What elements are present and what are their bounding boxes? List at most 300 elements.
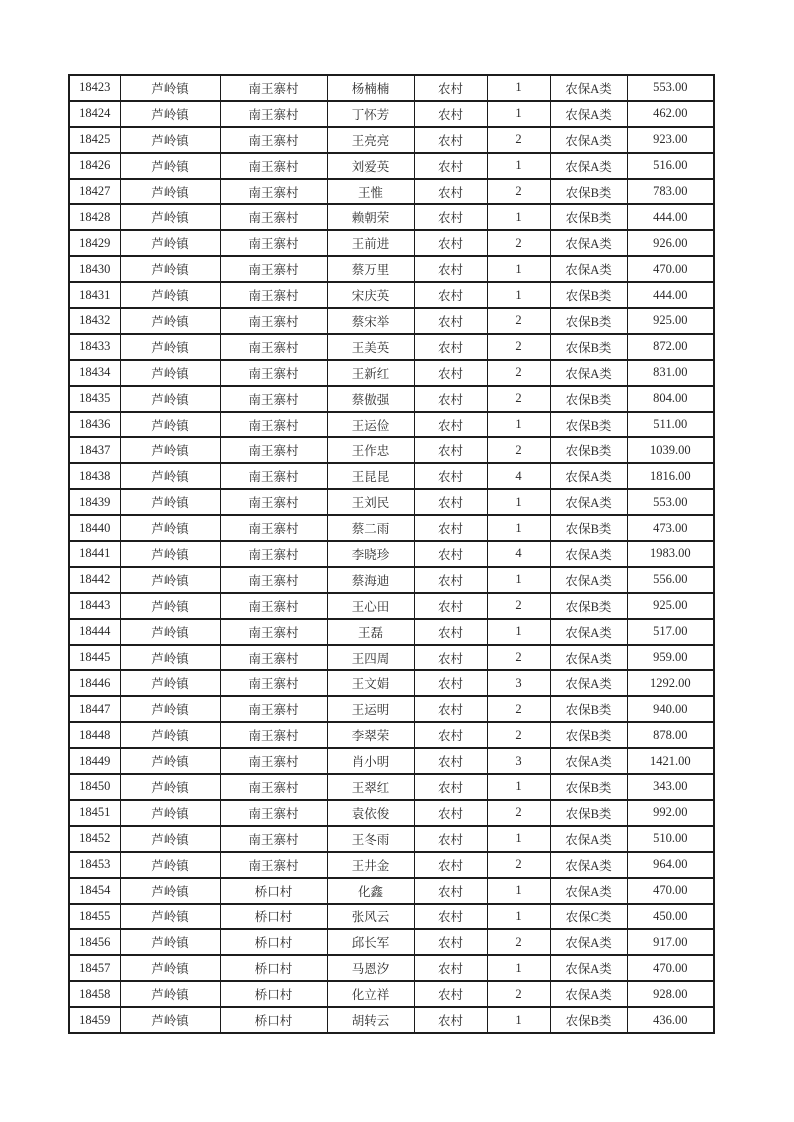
- cell-person-name: 蔡万里: [327, 256, 414, 282]
- cell-serial-number: 18445: [69, 645, 120, 671]
- cell-person-count: 1: [487, 204, 550, 230]
- cell-town: 芦岭镇: [120, 929, 220, 955]
- table-row: [69, 696, 714, 722]
- cell-insurance-category: 农保A类: [550, 256, 627, 282]
- table-row: [69, 826, 714, 852]
- cell-village: 南王寨村: [220, 463, 327, 489]
- cell-person-count: 2: [487, 360, 550, 386]
- cell-person-name: 肖小明: [327, 748, 414, 774]
- cell-amount: 992.00: [627, 800, 714, 826]
- cell-town: 芦岭镇: [120, 204, 220, 230]
- cell-person-name: 蔡二雨: [327, 515, 414, 541]
- table-row: [69, 593, 714, 619]
- cell-amount: 964.00: [627, 852, 714, 878]
- cell-insurance-category: 农保A类: [550, 75, 627, 101]
- cell-person-count: 2: [487, 593, 550, 619]
- cell-amount: 1292.00: [627, 670, 714, 696]
- cell-serial-number: 18440: [69, 515, 120, 541]
- cell-village: 南王寨村: [220, 412, 327, 438]
- cell-town: 芦岭镇: [120, 153, 220, 179]
- cell-person-name: 马恩汐: [327, 955, 414, 981]
- cell-serial-number: 18425: [69, 127, 120, 153]
- table-row: [69, 256, 714, 282]
- table-row: [69, 230, 714, 256]
- cell-town: 芦岭镇: [120, 878, 220, 904]
- cell-town: 芦岭镇: [120, 955, 220, 981]
- cell-serial-number: 18433: [69, 334, 120, 360]
- cell-residence-type: 农村: [414, 904, 487, 930]
- cell-residence-type: 农村: [414, 230, 487, 256]
- cell-insurance-category: 农保B类: [550, 722, 627, 748]
- cell-insurance-category: 农保A类: [550, 541, 627, 567]
- table-row: [69, 204, 714, 230]
- cell-insurance-category: 农保A类: [550, 955, 627, 981]
- cell-village: 南王寨村: [220, 774, 327, 800]
- cell-village: 桥口村: [220, 878, 327, 904]
- cell-residence-type: 农村: [414, 204, 487, 230]
- cell-insurance-category: 农保B类: [550, 1007, 627, 1033]
- table-row: [69, 334, 714, 360]
- cell-person-name: 王翠红: [327, 774, 414, 800]
- table-row: [69, 852, 714, 878]
- cell-insurance-category: 农保B类: [550, 308, 627, 334]
- cell-town: 芦岭镇: [120, 308, 220, 334]
- cell-village: 南王寨村: [220, 437, 327, 463]
- table-row: [69, 101, 714, 127]
- cell-residence-type: 农村: [414, 774, 487, 800]
- cell-person-name: 张风云: [327, 904, 414, 930]
- cell-insurance-category: 农保A类: [550, 463, 627, 489]
- cell-serial-number: 18443: [69, 593, 120, 619]
- cell-serial-number: 18446: [69, 670, 120, 696]
- cell-amount: 517.00: [627, 619, 714, 645]
- cell-serial-number: 18457: [69, 955, 120, 981]
- cell-village: 南王寨村: [220, 748, 327, 774]
- cell-village: 南王寨村: [220, 334, 327, 360]
- cell-person-name: 王刘民: [327, 489, 414, 515]
- cell-town: 芦岭镇: [120, 334, 220, 360]
- cell-village: 南王寨村: [220, 153, 327, 179]
- cell-residence-type: 农村: [414, 800, 487, 826]
- cell-amount: 444.00: [627, 204, 714, 230]
- cell-person-name: 李翠荣: [327, 722, 414, 748]
- cell-village: 南王寨村: [220, 256, 327, 282]
- cell-amount: 470.00: [627, 256, 714, 282]
- cell-residence-type: 农村: [414, 412, 487, 438]
- cell-serial-number: 18450: [69, 774, 120, 800]
- cell-insurance-category: 农保A类: [550, 153, 627, 179]
- cell-amount: 343.00: [627, 774, 714, 800]
- cell-amount: 917.00: [627, 929, 714, 955]
- cell-serial-number: 18432: [69, 308, 120, 334]
- table-row: [69, 981, 714, 1007]
- cell-residence-type: 农村: [414, 463, 487, 489]
- cell-amount: 470.00: [627, 878, 714, 904]
- cell-village: 南王寨村: [220, 127, 327, 153]
- cell-person-count: 2: [487, 800, 550, 826]
- cell-village: 桥口村: [220, 904, 327, 930]
- cell-amount: 959.00: [627, 645, 714, 671]
- table-row: [69, 878, 714, 904]
- cell-insurance-category: 农保B类: [550, 386, 627, 412]
- table-body: [69, 75, 714, 1033]
- cell-village: 南王寨村: [220, 852, 327, 878]
- cell-serial-number: 18454: [69, 878, 120, 904]
- cell-amount: 510.00: [627, 826, 714, 852]
- cell-serial-number: 18424: [69, 101, 120, 127]
- cell-village: 南王寨村: [220, 593, 327, 619]
- table-row: [69, 645, 714, 671]
- cell-residence-type: 农村: [414, 386, 487, 412]
- cell-insurance-category: 农保B类: [550, 800, 627, 826]
- cell-insurance-category: 农保A类: [550, 826, 627, 852]
- cell-village: 南王寨村: [220, 179, 327, 205]
- cell-serial-number: 18448: [69, 722, 120, 748]
- cell-residence-type: 农村: [414, 619, 487, 645]
- cell-serial-number: 18439: [69, 489, 120, 515]
- cell-amount: 926.00: [627, 230, 714, 256]
- cell-person-name: 王井金: [327, 852, 414, 878]
- cell-amount: 783.00: [627, 179, 714, 205]
- cell-village: 南王寨村: [220, 101, 327, 127]
- table-row: [69, 179, 714, 205]
- cell-person-name: 赖朝荣: [327, 204, 414, 230]
- cell-serial-number: 18429: [69, 230, 120, 256]
- cell-person-name: 王运明: [327, 696, 414, 722]
- cell-residence-type: 农村: [414, 256, 487, 282]
- cell-residence-type: 农村: [414, 722, 487, 748]
- cell-serial-number: 18447: [69, 696, 120, 722]
- cell-village: 桥口村: [220, 929, 327, 955]
- cell-village: 南王寨村: [220, 800, 327, 826]
- cell-town: 芦岭镇: [120, 489, 220, 515]
- cell-village: 南王寨村: [220, 670, 327, 696]
- table-row: [69, 670, 714, 696]
- cell-village: 桥口村: [220, 1007, 327, 1033]
- cell-serial-number: 18451: [69, 800, 120, 826]
- cell-amount: 553.00: [627, 75, 714, 101]
- cell-person-count: 2: [487, 645, 550, 671]
- cell-amount: 925.00: [627, 593, 714, 619]
- cell-town: 芦岭镇: [120, 593, 220, 619]
- cell-residence-type: 农村: [414, 670, 487, 696]
- cell-person-name: 蔡傲强: [327, 386, 414, 412]
- cell-village: 南王寨村: [220, 204, 327, 230]
- cell-residence-type: 农村: [414, 981, 487, 1007]
- cell-village: 南王寨村: [220, 619, 327, 645]
- cell-residence-type: 农村: [414, 929, 487, 955]
- cell-village: 南王寨村: [220, 230, 327, 256]
- cell-residence-type: 农村: [414, 852, 487, 878]
- cell-insurance-category: 农保A类: [550, 567, 627, 593]
- cell-village: 南王寨村: [220, 645, 327, 671]
- table-row: [69, 412, 714, 438]
- cell-serial-number: 18423: [69, 75, 120, 101]
- cell-amount: 831.00: [627, 360, 714, 386]
- table-row: [69, 774, 714, 800]
- cell-residence-type: 农村: [414, 515, 487, 541]
- cell-person-count: 2: [487, 722, 550, 748]
- cell-person-name: 宋庆英: [327, 282, 414, 308]
- cell-insurance-category: 农保A类: [550, 852, 627, 878]
- cell-person-count: 1: [487, 904, 550, 930]
- cell-person-count: 2: [487, 929, 550, 955]
- cell-village: 南王寨村: [220, 308, 327, 334]
- cell-residence-type: 农村: [414, 645, 487, 671]
- cell-serial-number: 18441: [69, 541, 120, 567]
- cell-town: 芦岭镇: [120, 75, 220, 101]
- cell-person-name: 化鑫: [327, 878, 414, 904]
- table-row: [69, 541, 714, 567]
- cell-residence-type: 农村: [414, 955, 487, 981]
- cell-person-count: 2: [487, 386, 550, 412]
- cell-person-count: 2: [487, 852, 550, 878]
- cell-person-count: 2: [487, 308, 550, 334]
- cell-person-count: 1: [487, 153, 550, 179]
- cell-person-name: 刘爱英: [327, 153, 414, 179]
- cell-town: 芦岭镇: [120, 645, 220, 671]
- cell-insurance-category: 农保B类: [550, 282, 627, 308]
- cell-serial-number: 18449: [69, 748, 120, 774]
- cell-town: 芦岭镇: [120, 826, 220, 852]
- cell-town: 芦岭镇: [120, 774, 220, 800]
- cell-amount: 473.00: [627, 515, 714, 541]
- cell-insurance-category: 农保B类: [550, 593, 627, 619]
- table-row: [69, 955, 714, 981]
- cell-town: 芦岭镇: [120, 282, 220, 308]
- cell-person-name: 化立祥: [327, 981, 414, 1007]
- cell-town: 芦岭镇: [120, 1007, 220, 1033]
- cell-person-name: 王亮亮: [327, 127, 414, 153]
- cell-insurance-category: 农保A类: [550, 101, 627, 127]
- cell-insurance-category: 农保A类: [550, 360, 627, 386]
- cell-residence-type: 农村: [414, 75, 487, 101]
- cell-person-count: 3: [487, 748, 550, 774]
- cell-town: 芦岭镇: [120, 515, 220, 541]
- cell-amount: 450.00: [627, 904, 714, 930]
- table-row: [69, 437, 714, 463]
- cell-insurance-category: 农保C类: [550, 904, 627, 930]
- cell-person-count: 1: [487, 101, 550, 127]
- insurance-payment-table: [68, 74, 715, 1034]
- cell-amount: 511.00: [627, 412, 714, 438]
- cell-town: 芦岭镇: [120, 179, 220, 205]
- cell-serial-number: 18435: [69, 386, 120, 412]
- cell-town: 芦岭镇: [120, 696, 220, 722]
- cell-town: 芦岭镇: [120, 360, 220, 386]
- cell-amount: 553.00: [627, 489, 714, 515]
- cell-person-count: 2: [487, 437, 550, 463]
- cell-town: 芦岭镇: [120, 127, 220, 153]
- cell-person-count: 1: [487, 1007, 550, 1033]
- cell-amount: 878.00: [627, 722, 714, 748]
- cell-village: 南王寨村: [220, 386, 327, 412]
- cell-person-name: 李晓珍: [327, 541, 414, 567]
- table-row: [69, 489, 714, 515]
- cell-person-name: 蔡海迪: [327, 567, 414, 593]
- cell-person-count: 1: [487, 774, 550, 800]
- cell-town: 芦岭镇: [120, 981, 220, 1007]
- cell-serial-number: 18444: [69, 619, 120, 645]
- cell-person-count: 2: [487, 981, 550, 1007]
- cell-serial-number: 18434: [69, 360, 120, 386]
- cell-serial-number: 18442: [69, 567, 120, 593]
- cell-serial-number: 18436: [69, 412, 120, 438]
- cell-residence-type: 农村: [414, 1007, 487, 1033]
- cell-insurance-category: 农保B类: [550, 437, 627, 463]
- cell-amount: 1816.00: [627, 463, 714, 489]
- cell-village: 南王寨村: [220, 75, 327, 101]
- cell-village: 南王寨村: [220, 541, 327, 567]
- cell-village: 南王寨村: [220, 515, 327, 541]
- cell-insurance-category: 农保B类: [550, 204, 627, 230]
- cell-person-name: 王惟: [327, 179, 414, 205]
- cell-person-count: 1: [487, 955, 550, 981]
- cell-person-count: 1: [487, 567, 550, 593]
- cell-person-count: 2: [487, 127, 550, 153]
- cell-person-name: 蔡宋举: [327, 308, 414, 334]
- cell-amount: 556.00: [627, 567, 714, 593]
- cell-person-name: 丁怀芳: [327, 101, 414, 127]
- cell-amount: 1421.00: [627, 748, 714, 774]
- cell-person-name: 王作忠: [327, 437, 414, 463]
- cell-person-name: 王四周: [327, 645, 414, 671]
- cell-amount: 516.00: [627, 153, 714, 179]
- cell-amount: 872.00: [627, 334, 714, 360]
- cell-town: 芦岭镇: [120, 748, 220, 774]
- table-row: [69, 282, 714, 308]
- cell-insurance-category: 农保B类: [550, 412, 627, 438]
- cell-insurance-category: 农保A类: [550, 748, 627, 774]
- table-row: [69, 127, 714, 153]
- cell-amount: 804.00: [627, 386, 714, 412]
- cell-serial-number: 18455: [69, 904, 120, 930]
- cell-person-name: 袁依俊: [327, 800, 414, 826]
- cell-town: 芦岭镇: [120, 619, 220, 645]
- table-row: [69, 748, 714, 774]
- cell-person-count: 1: [487, 515, 550, 541]
- cell-town: 芦岭镇: [120, 670, 220, 696]
- cell-insurance-category: 农保B类: [550, 334, 627, 360]
- cell-serial-number: 18437: [69, 437, 120, 463]
- cell-residence-type: 农村: [414, 308, 487, 334]
- cell-village: 南王寨村: [220, 722, 327, 748]
- cell-residence-type: 农村: [414, 489, 487, 515]
- cell-person-name: 王文娟: [327, 670, 414, 696]
- cell-village: 桥口村: [220, 981, 327, 1007]
- cell-village: 南王寨村: [220, 360, 327, 386]
- cell-person-count: 2: [487, 230, 550, 256]
- cell-village: 南王寨村: [220, 567, 327, 593]
- cell-serial-number: 18431: [69, 282, 120, 308]
- cell-person-count: 2: [487, 179, 550, 205]
- cell-insurance-category: 农保B类: [550, 696, 627, 722]
- cell-amount: 1039.00: [627, 437, 714, 463]
- cell-person-count: 4: [487, 463, 550, 489]
- cell-person-count: 1: [487, 619, 550, 645]
- cell-residence-type: 农村: [414, 541, 487, 567]
- cell-person-count: 3: [487, 670, 550, 696]
- cell-person-name: 王昆昆: [327, 463, 414, 489]
- cell-person-count: 1: [487, 412, 550, 438]
- cell-serial-number: 18427: [69, 179, 120, 205]
- cell-residence-type: 农村: [414, 826, 487, 852]
- cell-amount: 444.00: [627, 282, 714, 308]
- table-row: [69, 929, 714, 955]
- cell-person-name: 邱长军: [327, 929, 414, 955]
- cell-residence-type: 农村: [414, 153, 487, 179]
- cell-amount: 925.00: [627, 308, 714, 334]
- cell-amount: 1983.00: [627, 541, 714, 567]
- table-row: [69, 800, 714, 826]
- cell-residence-type: 农村: [414, 127, 487, 153]
- cell-residence-type: 农村: [414, 360, 487, 386]
- cell-town: 芦岭镇: [120, 463, 220, 489]
- cell-town: 芦岭镇: [120, 567, 220, 593]
- table-row: [69, 308, 714, 334]
- cell-insurance-category: 农保A类: [550, 645, 627, 671]
- cell-person-name: 王美英: [327, 334, 414, 360]
- cell-town: 芦岭镇: [120, 722, 220, 748]
- cell-person-count: 2: [487, 334, 550, 360]
- table-row: [69, 153, 714, 179]
- cell-person-name: 王新红: [327, 360, 414, 386]
- cell-insurance-category: 农保A类: [550, 981, 627, 1007]
- cell-residence-type: 农村: [414, 748, 487, 774]
- cell-person-count: 1: [487, 256, 550, 282]
- table-row: [69, 386, 714, 412]
- cell-insurance-category: 农保A类: [550, 489, 627, 515]
- cell-person-count: 1: [487, 489, 550, 515]
- cell-town: 芦岭镇: [120, 852, 220, 878]
- cell-residence-type: 农村: [414, 179, 487, 205]
- cell-person-count: 1: [487, 282, 550, 308]
- table-row: [69, 567, 714, 593]
- cell-person-name: 王磊: [327, 619, 414, 645]
- table-row: [69, 1007, 714, 1033]
- cell-town: 芦岭镇: [120, 256, 220, 282]
- table-row: [69, 463, 714, 489]
- cell-person-count: 1: [487, 826, 550, 852]
- cell-serial-number: 18430: [69, 256, 120, 282]
- cell-amount: 462.00: [627, 101, 714, 127]
- cell-person-count: 1: [487, 878, 550, 904]
- cell-serial-number: 18456: [69, 929, 120, 955]
- cell-amount: 940.00: [627, 696, 714, 722]
- cell-insurance-category: 农保B类: [550, 179, 627, 205]
- cell-insurance-category: 农保A类: [550, 878, 627, 904]
- cell-person-count: 1: [487, 75, 550, 101]
- cell-town: 芦岭镇: [120, 437, 220, 463]
- cell-serial-number: 18453: [69, 852, 120, 878]
- cell-person-name: 王前进: [327, 230, 414, 256]
- cell-insurance-category: 农保B类: [550, 515, 627, 541]
- cell-town: 芦岭镇: [120, 800, 220, 826]
- cell-residence-type: 农村: [414, 282, 487, 308]
- cell-insurance-category: 农保A类: [550, 230, 627, 256]
- table-row: [69, 619, 714, 645]
- table-row: [69, 360, 714, 386]
- cell-town: 芦岭镇: [120, 412, 220, 438]
- cell-insurance-category: 农保A类: [550, 619, 627, 645]
- cell-town: 芦岭镇: [120, 230, 220, 256]
- cell-town: 芦岭镇: [120, 101, 220, 127]
- cell-residence-type: 农村: [414, 567, 487, 593]
- cell-insurance-category: 农保A类: [550, 127, 627, 153]
- cell-serial-number: 18438: [69, 463, 120, 489]
- cell-person-name: 胡转云: [327, 1007, 414, 1033]
- cell-town: 芦岭镇: [120, 904, 220, 930]
